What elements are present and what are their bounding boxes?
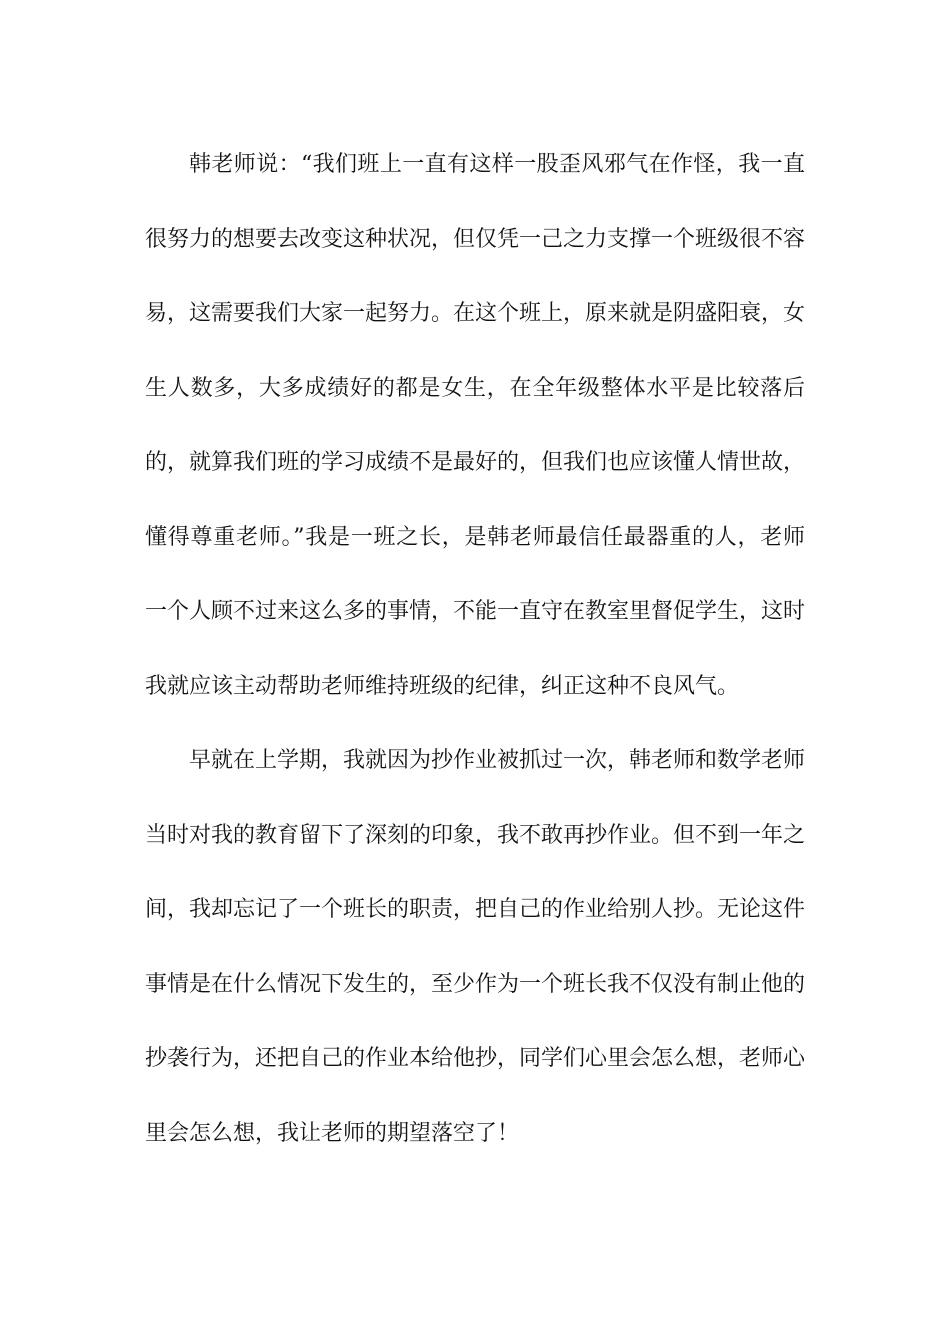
paragraph-2: 早就在上学期，我就因为抄作业被抓过一次，韩老师和数学老师当时对我的教育留下了深刻的印象，我不敢再抄作业。但不到一年之间，我却忘记了一个班长的职责，把自己的作业给别人抄。无论这件事情是在什么情况下发生的，至少作为一个班长我不仅没有制止他的抄袭行为，还把自己的作业本给他抄，同学们心里会怎么想，老师心里会怎么想，我让老师的期望落空了！ [145,748,806,1146]
document-body [145,128,805,1171]
paragraph-1: 韩老师说：“我们班上一直有这样一股歪风邪气在作怪，我一直很努力的想要去改变这种状况，但仅凭一己之力支撑一个班级很不容易，这需要我们大家一起努力。在这个班上，原来就是阴盛阳衰，女生人数多，大多成绩好的都是女生，在全年级整体水平是比较落后的，就算我们班的学习成绩不是最好的，但我们也应该懂人情世故，懂得尊重老师。”我是一班之长，是韩老师最信任最器重的人，老师一个人顾不过来这么多的事情，不能一直守在教室里督促学生，这时我就应该主动帮助老师维持班级的纪律，纠正这种不良风气。 [145,152,806,699]
